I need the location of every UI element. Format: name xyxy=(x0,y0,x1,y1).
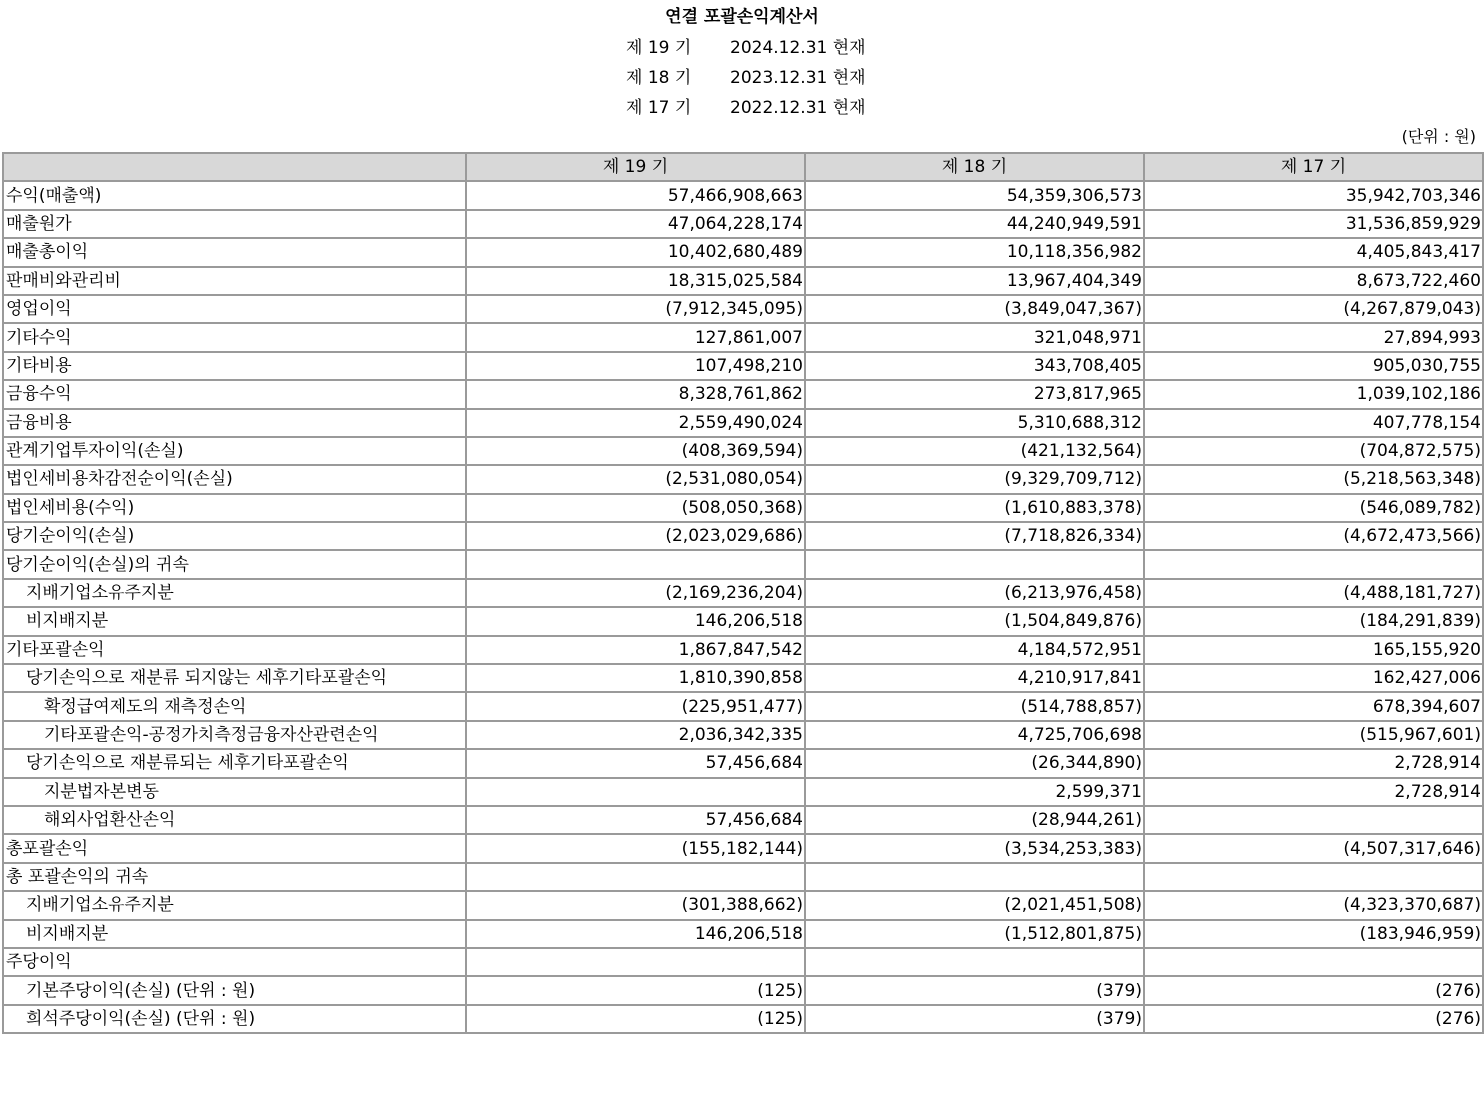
row-value: 44,240,949,591 xyxy=(805,210,1144,238)
row-value xyxy=(805,948,1144,976)
table-row xyxy=(3,607,1483,635)
row-value: 321,048,971 xyxy=(805,323,1144,351)
row-label: 법인세비용차감전순이익(손실) xyxy=(3,465,466,493)
row-value: 273,817,965 xyxy=(805,380,1144,408)
row-label: 총 포괄손익의 귀속 xyxy=(3,863,466,891)
row-value xyxy=(466,863,805,891)
row-label: 지분법자본변동 xyxy=(3,778,466,806)
row-value: 27,894,993 xyxy=(1144,323,1483,351)
row-label: 금융비용 xyxy=(3,409,466,437)
row-value: (421,132,564) xyxy=(805,437,1144,465)
row-value: 18,315,025,584 xyxy=(466,267,805,295)
row-label: 기타수익 xyxy=(3,323,466,351)
row-value: (4,672,473,566) xyxy=(1144,522,1483,550)
row-value: 2,599,371 xyxy=(805,778,1144,806)
row-value: 127,861,007 xyxy=(466,323,805,351)
row-label: 해외사업환산손익 xyxy=(3,806,466,834)
row-value: (1,504,849,876) xyxy=(805,607,1144,635)
row-label: 매출원가 xyxy=(3,210,466,238)
row-value: 35,942,703,346 xyxy=(1144,181,1483,209)
row-value: 4,725,706,698 xyxy=(805,721,1144,749)
table-row xyxy=(3,295,1483,323)
row-value: 47,064,228,174 xyxy=(466,210,805,238)
row-value: (508,050,368) xyxy=(466,494,805,522)
row-value: 162,427,006 xyxy=(1144,664,1483,692)
row-value: 57,466,908,663 xyxy=(466,181,805,209)
row-label: 비지배지분 xyxy=(3,920,466,948)
row-label: 희석주당이익(손실) (단위 : 원) xyxy=(3,1005,466,1033)
table-row xyxy=(3,579,1483,607)
row-label: 주당이익 xyxy=(3,948,466,976)
row-value: (7,718,826,334) xyxy=(805,522,1144,550)
period-date: 2023.12.31 현재 xyxy=(730,68,866,88)
table-row xyxy=(3,210,1483,238)
row-value: 5,310,688,312 xyxy=(805,409,1144,437)
header-period-19: 제 19 기 xyxy=(466,153,805,181)
table-row xyxy=(3,834,1483,862)
row-value: 8,673,722,460 xyxy=(1144,267,1483,295)
table-row xyxy=(3,863,1483,891)
row-value xyxy=(1144,806,1483,834)
table-row xyxy=(3,1005,1483,1033)
row-label: 판매비와관리비 xyxy=(3,267,466,295)
table-row xyxy=(3,437,1483,465)
header-period-17: 제 17 기 xyxy=(1144,153,1483,181)
row-value xyxy=(1144,550,1483,578)
table-row xyxy=(3,948,1483,976)
row-value: 2,559,490,024 xyxy=(466,409,805,437)
row-value: 57,456,684 xyxy=(466,749,805,777)
header-period-18: 제 18 기 xyxy=(805,153,1144,181)
period-date: 2024.12.31 현재 xyxy=(730,38,866,58)
table-row xyxy=(3,238,1483,266)
statement-title: 연결 포괄손익계산서 xyxy=(665,7,819,27)
row-value: (514,788,857) xyxy=(805,692,1144,720)
period-date: 2022.12.31 현재 xyxy=(730,98,866,118)
table-row xyxy=(3,380,1483,408)
table-row xyxy=(3,976,1483,1004)
row-value: 10,402,680,489 xyxy=(466,238,805,266)
row-value xyxy=(466,550,805,578)
table-row xyxy=(3,267,1483,295)
row-label: 확정급여제도의 재측정손익 xyxy=(3,692,466,720)
table-row xyxy=(3,550,1483,578)
table-row xyxy=(3,181,1483,209)
row-value: (6,213,976,458) xyxy=(805,579,1144,607)
row-value: (546,089,782) xyxy=(1144,494,1483,522)
row-label: 당기순이익(손실) xyxy=(3,522,466,550)
row-value: (125) xyxy=(466,1005,805,1033)
row-value: (9,329,709,712) xyxy=(805,465,1144,493)
row-value: (515,967,601) xyxy=(1144,721,1483,749)
row-value: 2,036,342,335 xyxy=(466,721,805,749)
row-value: (4,507,317,646) xyxy=(1144,834,1483,862)
table-body xyxy=(3,181,1483,1033)
row-value xyxy=(805,863,1144,891)
row-value: 165,155,920 xyxy=(1144,636,1483,664)
row-value: (2,531,080,054) xyxy=(466,465,805,493)
row-label: 지배기업소유주지분 xyxy=(3,891,466,919)
row-value: 2,728,914 xyxy=(1144,778,1483,806)
table-row xyxy=(3,522,1483,550)
row-value: 905,030,755 xyxy=(1144,352,1483,380)
row-value xyxy=(466,778,805,806)
row-value: (3,849,047,367) xyxy=(805,295,1144,323)
row-value: (125) xyxy=(466,976,805,1004)
row-value: 13,967,404,349 xyxy=(805,267,1144,295)
row-label: 기타비용 xyxy=(3,352,466,380)
period-label: 제 17 기 xyxy=(626,98,692,118)
row-value: 10,118,356,982 xyxy=(805,238,1144,266)
row-value: (28,944,261) xyxy=(805,806,1144,834)
table-row xyxy=(3,721,1483,749)
row-value: (4,488,181,727) xyxy=(1144,579,1483,607)
row-value: (704,872,575) xyxy=(1144,437,1483,465)
row-value: (379) xyxy=(805,1005,1144,1033)
row-value: (155,182,144) xyxy=(466,834,805,862)
income-statement-table xyxy=(2,152,1484,1034)
row-value: 146,206,518 xyxy=(466,920,805,948)
row-value: 54,359,306,573 xyxy=(805,181,1144,209)
row-value: 107,498,210 xyxy=(466,352,805,380)
row-label: 당기순이익(손실)의 귀속 xyxy=(3,550,466,578)
table-row xyxy=(3,352,1483,380)
row-value: (276) xyxy=(1144,1005,1483,1033)
row-label: 기본주당이익(손실) (단위 : 원) xyxy=(3,976,466,1004)
table-row xyxy=(3,749,1483,777)
table-row xyxy=(3,664,1483,692)
row-label: 관계기업투자이익(손실) xyxy=(3,437,466,465)
row-value: (1,610,883,378) xyxy=(805,494,1144,522)
row-value: (4,267,879,043) xyxy=(1144,295,1483,323)
row-value xyxy=(1144,863,1483,891)
row-label: 법인세비용(수익) xyxy=(3,494,466,522)
row-label: 당기손익으로 재분류되는 세후기타포괄손익 xyxy=(3,749,466,777)
table-row xyxy=(3,920,1483,948)
row-value: 407,778,154 xyxy=(1144,409,1483,437)
row-value: (5,218,563,348) xyxy=(1144,465,1483,493)
row-value xyxy=(466,948,805,976)
row-value: (2,169,236,204) xyxy=(466,579,805,607)
row-label: 지배기업소유주지분 xyxy=(3,579,466,607)
row-value: 678,394,607 xyxy=(1144,692,1483,720)
row-value: 1,867,847,542 xyxy=(466,636,805,664)
row-value: (1,512,801,875) xyxy=(805,920,1144,948)
unit-label: (단위 : 원) xyxy=(1401,127,1476,146)
row-value: 8,328,761,862 xyxy=(466,380,805,408)
row-value: (184,291,839) xyxy=(1144,607,1483,635)
row-value xyxy=(1144,948,1483,976)
row-value: (225,951,477) xyxy=(466,692,805,720)
row-value: (2,023,029,686) xyxy=(466,522,805,550)
header-account xyxy=(3,153,466,181)
row-value: 1,810,390,858 xyxy=(466,664,805,692)
row-value: 1,039,102,186 xyxy=(1144,380,1483,408)
table-row xyxy=(3,323,1483,351)
row-label: 매출총이익 xyxy=(3,238,466,266)
table-row xyxy=(3,409,1483,437)
table-row xyxy=(3,778,1483,806)
row-label: 기타포괄손익 xyxy=(3,636,466,664)
period-line xyxy=(626,63,926,93)
row-label: 당기손익으로 재분류 되지않는 세후기타포괄손익 xyxy=(3,664,466,692)
row-value: (4,323,370,687) xyxy=(1144,891,1483,919)
row-value: 146,206,518 xyxy=(466,607,805,635)
row-value: (7,912,345,095) xyxy=(466,295,805,323)
period-label: 제 18 기 xyxy=(626,68,692,88)
row-label: 영업이익 xyxy=(3,295,466,323)
row-label: 수익(매출액) xyxy=(3,181,466,209)
row-value: (276) xyxy=(1144,976,1483,1004)
row-label: 금융수익 xyxy=(3,380,466,408)
row-label: 비지배지분 xyxy=(3,607,466,635)
row-label: 기타포괄손익-공정가치측정금융자산관련손익 xyxy=(3,721,466,749)
row-value: (26,344,890) xyxy=(805,749,1144,777)
row-value: 57,456,684 xyxy=(466,806,805,834)
table-row xyxy=(3,891,1483,919)
row-value: (2,021,451,508) xyxy=(805,891,1144,919)
table-header-row xyxy=(3,153,1483,181)
table-row xyxy=(3,494,1483,522)
row-value: (301,388,662) xyxy=(466,891,805,919)
row-value: (3,534,253,383) xyxy=(805,834,1144,862)
row-label: 총포괄손익 xyxy=(3,834,466,862)
row-value: 4,405,843,417 xyxy=(1144,238,1483,266)
row-value: (379) xyxy=(805,976,1144,1004)
period-line xyxy=(626,93,926,123)
period-line xyxy=(626,33,926,63)
period-label: 제 19 기 xyxy=(626,38,692,58)
table-row xyxy=(3,692,1483,720)
row-value: 4,210,917,841 xyxy=(805,664,1144,692)
table-row xyxy=(3,806,1483,834)
table-row xyxy=(3,636,1483,664)
row-value: 4,184,572,951 xyxy=(805,636,1144,664)
table-row xyxy=(3,465,1483,493)
row-value: 2,728,914 xyxy=(1144,749,1483,777)
row-value: (183,946,959) xyxy=(1144,920,1483,948)
row-value: 343,708,405 xyxy=(805,352,1144,380)
row-value: (408,369,594) xyxy=(466,437,805,465)
row-value xyxy=(805,550,1144,578)
row-value: 31,536,859,929 xyxy=(1144,210,1483,238)
